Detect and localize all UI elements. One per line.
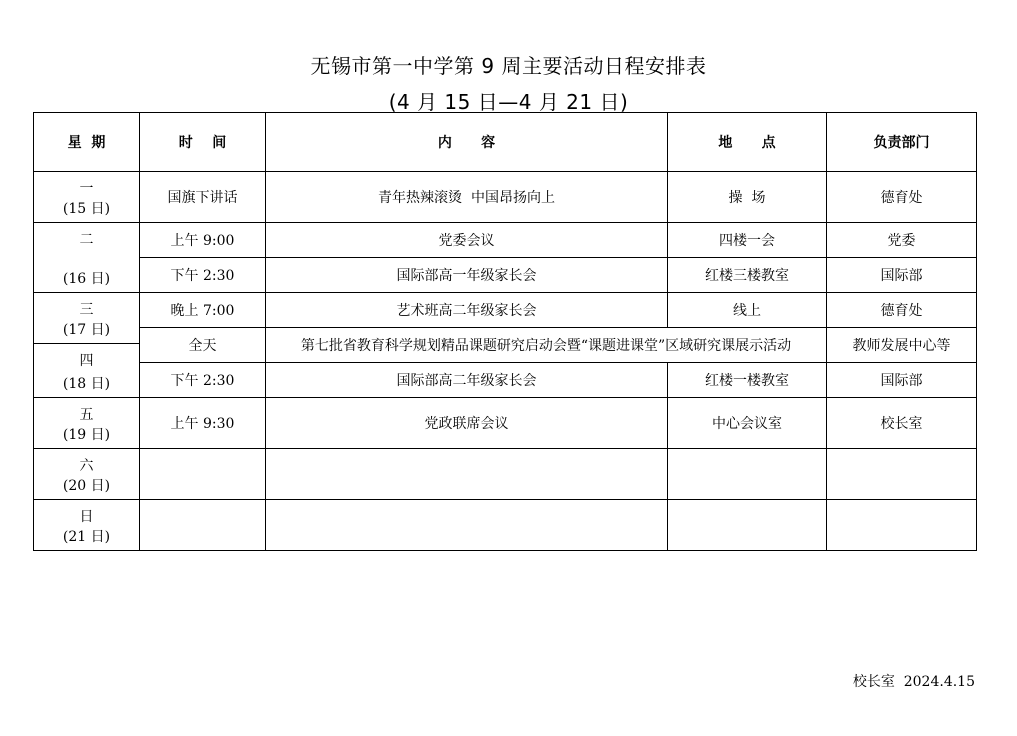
day-date: (18 日) xyxy=(62,376,111,392)
event-place: 操 场 xyxy=(668,172,827,223)
table-row xyxy=(34,293,977,328)
page-subtitle: (4 月 15 日—4 月 21 日) xyxy=(388,90,629,114)
day-name: 三 xyxy=(79,302,94,318)
event-dept: 国际部 xyxy=(827,258,977,293)
day-name: 日 xyxy=(79,509,94,525)
event-place: 线上 xyxy=(668,293,827,328)
event-dept: 德育处 xyxy=(827,172,977,223)
day-cell-sun xyxy=(34,500,140,551)
day-name: 五 xyxy=(79,407,94,423)
day-date: (20 日) xyxy=(62,478,111,494)
event-dept: 教师发展中心等 xyxy=(827,328,977,363)
event-place: 红楼一楼教室 xyxy=(668,363,827,398)
day-name: 四 xyxy=(79,353,94,369)
day-date: (21 日) xyxy=(62,529,111,545)
event-time: 国旗下讲话 xyxy=(140,172,266,223)
day-cell-wed xyxy=(34,293,140,344)
event-content: 第七批省教育科学规划精品课题研究启动会暨“课题进课堂”区域研究课展示活动 xyxy=(266,328,827,363)
header-dept: 负责部门 xyxy=(827,113,977,172)
event-dept: 党委 xyxy=(827,223,977,258)
event-content: 党政联席会议 xyxy=(266,398,668,449)
event-dept: 校长室 xyxy=(827,398,977,449)
event-time: 上午 9:30 xyxy=(140,398,266,449)
day-cell-fri xyxy=(34,398,140,449)
header-day: 星 期 xyxy=(34,113,140,172)
event-time: 下午 2:30 xyxy=(140,258,266,293)
event-time: 晚上 7:00 xyxy=(140,293,266,328)
event-place: 四楼一会 xyxy=(668,223,827,258)
event-dept-empty xyxy=(827,449,977,500)
day-name: 二 xyxy=(79,232,94,248)
event-place-empty xyxy=(668,449,827,500)
day-cell-thu xyxy=(34,344,140,398)
event-content: 党委会议 xyxy=(266,223,668,258)
table-row xyxy=(34,363,977,398)
event-content: 青年热辣滚烫 中国昂扬向上 xyxy=(266,172,668,223)
event-dept: 国际部 xyxy=(827,363,977,398)
event-dept: 德育处 xyxy=(827,293,977,328)
day-date: (17 日) xyxy=(62,322,111,338)
event-time-empty xyxy=(140,449,266,500)
event-place: 红楼三楼教室 xyxy=(668,258,827,293)
day-date: (16 日) xyxy=(62,271,111,287)
day-cell-tue xyxy=(34,223,140,293)
day-cell-mon xyxy=(34,172,140,223)
event-time: 上午 9:00 xyxy=(140,223,266,258)
day-name: 六 xyxy=(79,458,94,474)
event-content: 国际部高二年级家长会 xyxy=(266,363,668,398)
event-time: 下午 2:30 xyxy=(140,363,266,398)
header-time: 时 间 xyxy=(140,113,266,172)
event-content: 艺术班高二年级家长会 xyxy=(266,293,668,328)
event-place-empty xyxy=(668,500,827,551)
footer-signature: 校长室 2024.4.15 xyxy=(852,674,975,690)
day-date: (15 日) xyxy=(62,201,111,217)
header-content: 内 容 xyxy=(266,113,668,172)
header-row xyxy=(34,113,977,172)
header-place: 地 点 xyxy=(668,113,827,172)
event-place: 中心会议室 xyxy=(668,398,827,449)
event-content-empty xyxy=(266,500,668,551)
page-title: 无锡市第一中学第 9 周主要活动日程安排表 xyxy=(310,54,707,78)
table-row xyxy=(34,328,977,344)
day-cell-sat xyxy=(34,449,140,500)
event-time: 全天 xyxy=(140,328,266,363)
event-dept-empty xyxy=(827,500,977,551)
table-row xyxy=(34,258,977,293)
event-time-empty xyxy=(140,500,266,551)
event-content: 国际部高一年级家长会 xyxy=(266,258,668,293)
schedule-table xyxy=(33,112,977,551)
table-row xyxy=(34,223,977,258)
day-name: 一 xyxy=(79,181,94,197)
event-content-empty xyxy=(266,449,668,500)
day-date: (19 日) xyxy=(62,427,111,443)
